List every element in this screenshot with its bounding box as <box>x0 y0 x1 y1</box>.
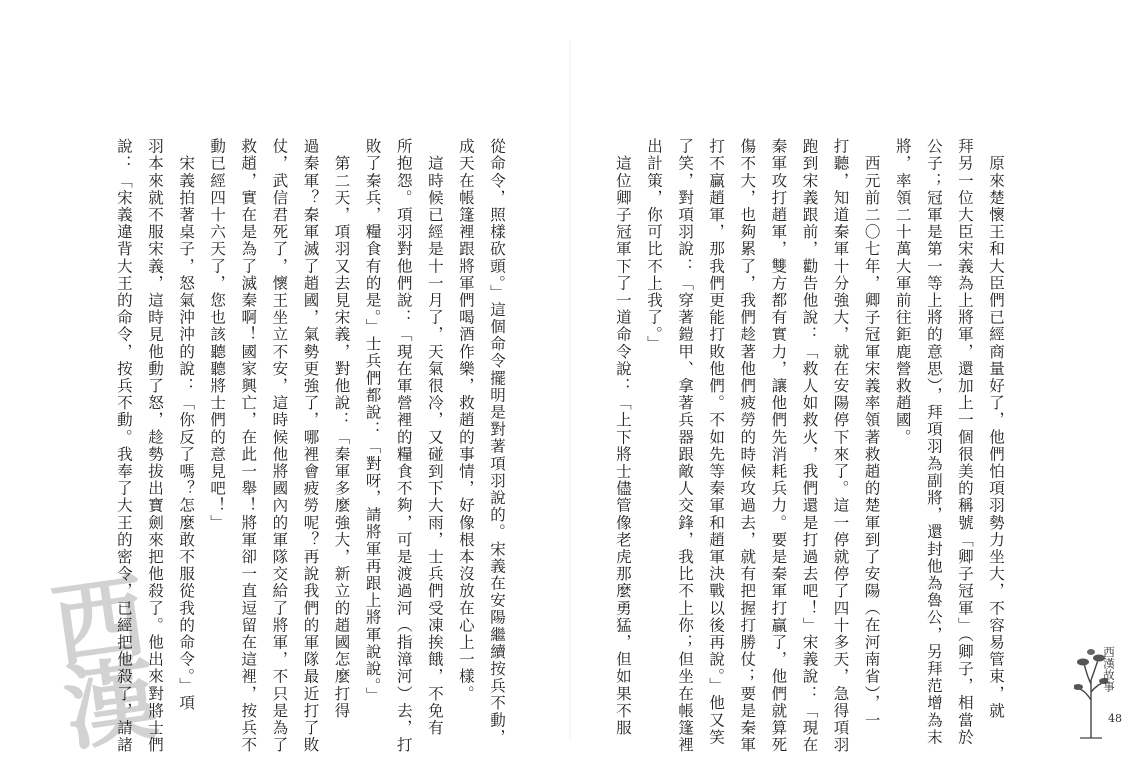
text-column: 原來楚懷王和大臣們已經商量好了，他們怕項羽勢力坐大，不容易管束，就 <box>987 138 1005 720</box>
text-column: 說：「宋義違背大王的命令，按兵不動。我奉了大王的密令，已經把他殺了，請諸 <box>114 138 133 754</box>
right-page <box>571 0 1141 771</box>
book-title: 西漢故事 <box>1102 646 1116 692</box>
text-column: 將，率領二十萬大軍前往鉅鹿營救趙國。 <box>893 138 912 446</box>
text-column: 跑到宋義跟前，勸告他說：「救人如救火，我們還是打過去吧！」宋義說：「現在 <box>800 138 819 754</box>
text-column: 秦軍攻打趙軍，雙方都有實力，讓他們先消耗兵力。要是秦軍打贏了，他們就算死 <box>769 138 788 754</box>
left-page-body-text <box>108 138 512 754</box>
text-column: 救趙，實在是為了滅秦啊！國家興亡，在此一舉！將軍卻一直逗留在這裡，按兵不 <box>239 138 258 754</box>
text-column: 打不贏趙軍，那我們更能打敗他們。不如先等秦軍和趙軍決戰以後再說。」他又笑 <box>707 138 726 746</box>
text-column: 這時候已經是十一月了，天氣很冷，又碰到下大雨，士兵們受凍挨餓，不免有 <box>425 138 444 737</box>
page-folio <box>1074 632 1124 742</box>
text-column: 仗，武信君死了，懷王坐立不安，這時候他將國內的軍隊交給了將軍，不只是為了 <box>270 138 289 754</box>
text-column: 過秦軍？秦軍滅了趙國，氣勢更強了，哪裡會疲勞呢？再說我們的軍隊最近打了敗 <box>301 138 320 754</box>
text-column: 羽本來就不服宋義，這時見他動了怒，趁勢拔出寶劍來把他殺了。他出來對將士們 <box>145 138 164 754</box>
text-column: 出計策，你可比不上我了。」 <box>644 138 663 353</box>
right-page-body-text <box>607 138 1011 754</box>
text-column: 傷不大，也夠累了，我們趁著他們疲勞的時候攻過去，就有把握打勝仗；要是秦軍 <box>738 138 757 754</box>
text-column: 打聽，知道秦軍十分強大，就在安陽停下來了。這一停就停了四十多天，急得項羽 <box>831 138 850 754</box>
text-column: 從命令，照樣砍頭。」這個命令擺明是對著項羽說的。宋義在安陽繼續按兵不動， <box>488 138 506 746</box>
text-column: 這位卿子冠軍下了一道命令說：「上下將士儘管像老虎那麼勇猛，但如果不服 <box>613 138 632 737</box>
text-column: 動已經四十六天了，您也該聽聽將士們的意見吧！」 <box>208 138 227 532</box>
text-column: 宋義拍著桌子，怒氣沖沖的說：「你反了嗎？怎麼敢不服從我的命令。」項 <box>177 138 196 712</box>
text-column: 了笑，對項羽說：「穿著鎧甲、拿著兵器跟敵人交鋒，我比不上你；但坐在帳篷裡 <box>676 138 695 754</box>
text-column: 成天在帳篷裡跟將軍們喝酒作樂，救趙的事情，好像根本沒放在心上一樣。 <box>456 138 475 703</box>
watermark-calligraphy: 西漢 <box>32 566 163 748</box>
page-number: 48 <box>1108 712 1122 725</box>
text-column: 敗了秦兵，糧食有的是。」士兵們都說：「對呀，請將軍再跟上將軍說說。」 <box>363 138 382 704</box>
text-column: 所抱怨。項羽對他們說：「現在軍營裡的糧食不夠，可是渡過河（指漳河）去，打 <box>394 138 413 754</box>
text-column: 拜另一位大臣宋義為上將軍，還加上一個很美的稱號「卿子冠軍」（卿子，相當於 <box>955 138 974 746</box>
text-column: 公子；冠軍是第一等上將的意思），拜項羽為副將，還封他為魯公，另拜范增為末 <box>924 138 943 746</box>
text-column: 西元前二〇七年，卿子冠軍宋義率領著救趙的楚軍到了安陽（在河南省），一 <box>862 138 881 729</box>
text-column: 第二天，項羽又去見宋義，對他說：「秦軍多麼強大，新立的趙國怎麼打得 <box>332 138 351 720</box>
left-page <box>0 0 570 771</box>
